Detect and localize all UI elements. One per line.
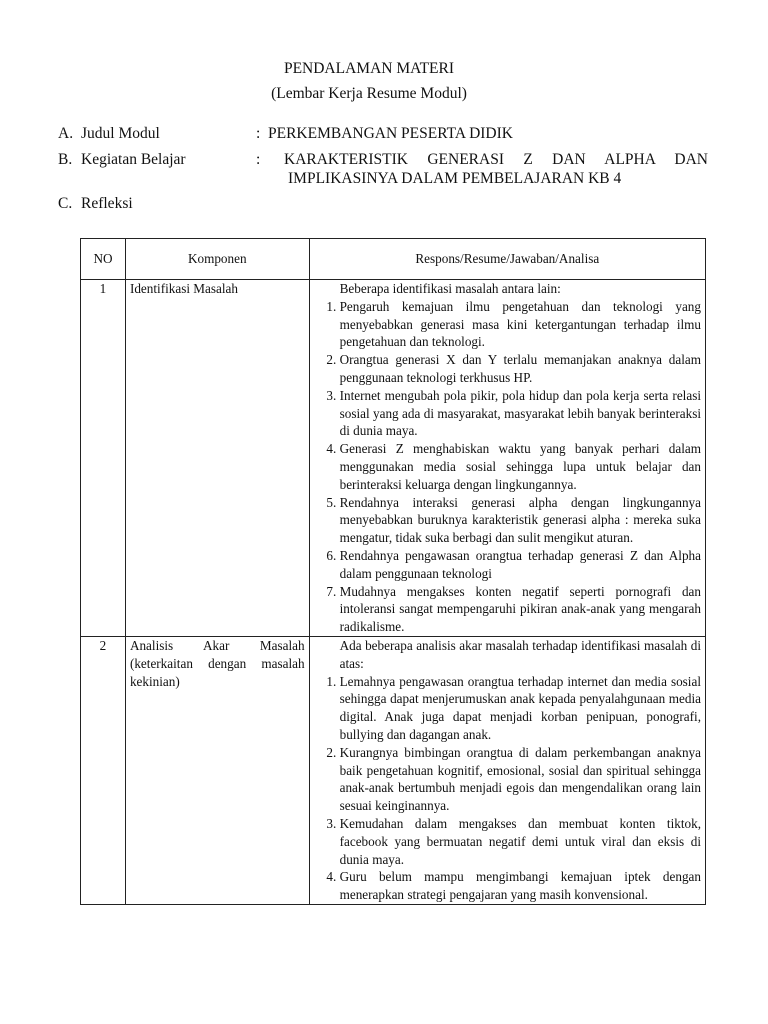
row-letter: A. — [58, 125, 74, 142]
header-komponen: Komponen — [125, 239, 309, 280]
row-komponen: Identifikasi Masalah — [125, 280, 309, 637]
respons-intro: Beberapa identifikasi masalah antara lain: — [339, 281, 561, 296]
row-letter: C. — [58, 195, 73, 212]
row-number: 2 — [81, 636, 126, 904]
page-title: PENDALAMAN MATERI — [283, 60, 455, 77]
row-colon: : — [256, 125, 261, 142]
row-label: Refleksi — [81, 195, 133, 212]
row-letter: B. — [58, 151, 73, 168]
row-komponen: Analisis Akar Masalah (keterkaitan dengan masalah kekinian) — [125, 636, 309, 904]
table-row — [81, 280, 706, 637]
row-number: 1 — [81, 280, 126, 637]
list-item: 6. Rendahnya pengawasan orangtua terhadap generasi Z dan Alpha dalam penggunaan teknologi — [340, 547, 701, 583]
header-respons: Respons/Resume/Jawaban/Analisa — [309, 239, 705, 280]
header-no: NO — [81, 239, 126, 280]
list-item: 1. Lemahnya pengawasan orangtua terhadap internet dan media sosial sehingga dapat menjerumuskan anak kepada penyalahgunaan media digital. Anak juga dapat menjadi korban penipuan, ponografi, bullying dan dagangan anak. — [340, 673, 701, 744]
list-item: 4. Generasi Z menghabiskan waktu yang banyak perhari dalam menggunakan media sosial sehingga lupa untuk belajar dan berinteraksi keluarga dengan lingkungannya. — [340, 440, 701, 493]
row-label: Kegiatan Belajar — [81, 151, 186, 168]
module-title-value: PERKEMBANGAN PESERTA DIDIK — [268, 125, 513, 142]
activity-value-line1: KARAKTERISTIK GENERASI Z DAN ALPHA DAN — [284, 151, 708, 168]
reflection-row — [58, 195, 708, 219]
list-item: 4. Guru belum mampu mengimbangi kemajuan iptek dengan menerapkan strategi pengajaran yang masih konvensional. — [340, 868, 701, 904]
list-item: 3. Kemudahan dalam mengakses dan membuat konten tiktok, facebook yang bermuatan negatif demi untuk viral dan eksis di dunia maya. — [340, 815, 701, 868]
respons-list — [314, 298, 701, 636]
module-title-row — [58, 125, 708, 149]
list-item: 5. Rendahnya interaksi generasi alpha dengan lingkungannya menyebabkan buruknya karakteristik generasi alpha : mereka suka mengatur, tidak suka berbagi dan sulit mengikut aturan. — [340, 494, 701, 547]
reflection-table — [80, 238, 706, 905]
table-row — [81, 636, 706, 904]
row-respons — [309, 636, 705, 904]
list-item: 1. Pengaruh kemajuan ilmu pengetahuan dan teknologi yang menyebabkan generasi masa kini ketergantungan terhadap ilmu pengetahuan dan teknologi. — [340, 298, 701, 351]
row-respons — [309, 280, 705, 637]
list-item: 3. Internet mengubah pola pikir, pola hidup dan pola kerja serta relasi sosial yang ada di masyarakat, masyarakat lebih banyak berinteraksi di dunia maya. — [340, 387, 701, 440]
list-item: 2. Kurangnya bimbingan orangtua di dalam perkembangan anaknya baik pengetahuan kognitif, emosional, sosial dan spiritual sehingga anak-anak bertumbuh menjadi egois dan mengendalikan orang lain sesuai keinginannya. — [340, 744, 701, 815]
respons-list — [314, 673, 701, 904]
row-label: Judul Modul — [81, 125, 160, 142]
respons-intro: Ada beberapa analisis akar masalah terhadap identifikasi masalah di atas: — [339, 637, 701, 671]
list-item: 2. Orangtua generasi X dan Y terlalu memanjakan anaknya dalam penggunaan teknologi terkhusus HP. — [340, 351, 701, 387]
page-subtitle: (Lembar Kerja Resume Modul) — [271, 85, 467, 102]
activity-value-line2: IMPLIKASINYA DALAM PEMBELAJARAN KB 4 — [288, 170, 622, 187]
table-header-row — [81, 239, 706, 280]
list-item: 7. Mudahnya mengakses konten negatif seperti pornografi dan intoleransi sangat mempengaruhi pikiran anak-anak yang mengarah radikalisme. — [340, 583, 701, 636]
row-colon: : — [256, 151, 261, 168]
